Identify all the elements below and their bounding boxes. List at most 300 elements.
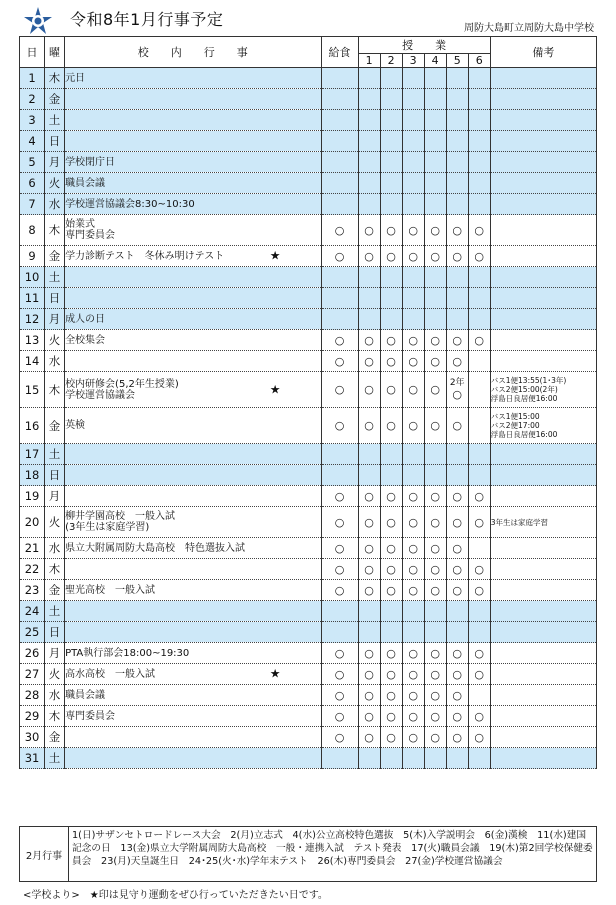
remarks-cell (490, 706, 596, 727)
lunch-mark-icon: ○ (334, 667, 345, 681)
class-mark-icon: ○ (430, 583, 440, 597)
lunch-cell (321, 601, 358, 622)
class-mark-icon: ○ (386, 541, 396, 555)
school-name: 周防大島町立周防大島中学校 (464, 23, 594, 34)
period-cell (468, 89, 490, 110)
class-mark-icon: ○ (386, 562, 396, 576)
period-cell (424, 444, 446, 465)
period-cell (424, 215, 446, 246)
remarks-cell (490, 194, 596, 215)
schedule-row (20, 444, 597, 465)
event-text: 柳井学園高校 一般入試 (65, 511, 176, 522)
event-cell (65, 685, 321, 706)
remark-text: バス1便13:55(1･3年) (490, 376, 567, 385)
class-mark-icon: ○ (452, 562, 462, 576)
schedule-table (19, 36, 597, 769)
period-cell (468, 194, 490, 215)
class-mark-icon: ○ (364, 709, 374, 723)
class-mark-icon: ○ (474, 562, 485, 576)
period-cell (358, 408, 380, 444)
lunch-mark-icon: ○ (334, 541, 345, 555)
class-mark-icon: ○ (452, 388, 462, 401)
period-cell (358, 538, 380, 559)
class-mark-icon: ○ (386, 489, 396, 503)
remarks-cell (490, 685, 596, 706)
lunch-cell (321, 267, 358, 288)
event-cell (65, 330, 321, 351)
period-cell (446, 444, 468, 465)
class-mark-icon: ○ (408, 419, 418, 432)
period-cell (380, 748, 402, 769)
period-cell (468, 507, 490, 538)
remarks-cell (490, 351, 596, 372)
period-cell (402, 246, 424, 267)
period-cell (358, 68, 380, 89)
period-cell (424, 643, 446, 664)
class-mark-icon: ○ (364, 688, 374, 702)
class-mark-icon: ○ (430, 541, 440, 555)
lunch-mark-icon: ○ (334, 709, 345, 723)
period-cell (446, 538, 468, 559)
class-mark-icon: ○ (364, 646, 374, 660)
period-cell (358, 152, 380, 173)
period-cell (468, 559, 490, 580)
lunch-cell (321, 89, 358, 110)
lunch-mark-icon: ○ (334, 249, 345, 263)
period-cell (446, 351, 468, 372)
class-mark-icon: ○ (408, 709, 418, 723)
lunch-cell (321, 351, 358, 372)
period-cell (358, 110, 380, 131)
schedule-row (20, 152, 597, 173)
header-day: 日 (20, 37, 45, 68)
schedule-body (20, 68, 597, 769)
remarks-cell (490, 89, 596, 110)
period-cell (468, 173, 490, 194)
period-cell (424, 288, 446, 309)
period-cell (402, 173, 424, 194)
period-cell (358, 486, 380, 507)
period-cell (468, 706, 490, 727)
period-cell (358, 559, 380, 580)
day-number: 19 (20, 486, 45, 507)
period-cell (358, 685, 380, 706)
schedule-row (20, 89, 597, 110)
lunch-cell (321, 246, 358, 267)
schedule-row (20, 372, 597, 408)
class-mark-icon: ○ (386, 667, 396, 681)
event-cell (65, 408, 321, 444)
period-cell (402, 110, 424, 131)
period-cell (468, 68, 490, 89)
remarks-cell (490, 559, 596, 580)
class-mark-icon: ○ (408, 489, 418, 503)
event-text: 学力診断テスト 冬休み明けテスト (65, 250, 225, 262)
period-cell (358, 288, 380, 309)
class-mark-icon: ○ (430, 515, 440, 529)
period-cell (402, 727, 424, 748)
class-mark-icon: ○ (364, 383, 374, 396)
period-cell (424, 372, 446, 408)
class-mark-icon: ○ (430, 667, 440, 681)
period-cell (446, 748, 468, 769)
lunch-cell (321, 173, 358, 194)
period-cell (358, 309, 380, 330)
day-number: 29 (20, 706, 45, 727)
period-cell (380, 68, 402, 89)
class-mark-icon: ○ (408, 583, 418, 597)
period-cell (446, 643, 468, 664)
remarks-cell (490, 486, 596, 507)
period-cell (468, 215, 490, 246)
event-text: 専門委員会 (65, 230, 116, 241)
day-number: 2 (20, 89, 45, 110)
day-number: 18 (20, 465, 45, 486)
day-number: 27 (20, 664, 45, 685)
period-cell (446, 706, 468, 727)
period-cell (402, 706, 424, 727)
event-text: 職員会議 (65, 177, 106, 189)
period-cell (380, 601, 402, 622)
day-of-week: 水 (45, 538, 65, 559)
day-of-week: 木 (45, 559, 65, 580)
schedule-row (20, 330, 597, 351)
day-of-week: 火 (45, 507, 65, 538)
period-cell (358, 351, 380, 372)
period-cell (380, 465, 402, 486)
header-classes: 授 業 (358, 37, 490, 54)
lunch-cell (321, 309, 358, 330)
period-cell (424, 330, 446, 351)
period-cell (446, 727, 468, 748)
event-cell (65, 559, 321, 580)
event-text: 職員会議 (65, 689, 106, 701)
remarks-cell (490, 727, 596, 748)
remarks-cell (490, 643, 596, 664)
event-cell (65, 194, 321, 215)
event-cell (65, 131, 321, 152)
event-text: PTA執行部会18:00~19:30 (65, 647, 190, 659)
period-cell (446, 507, 468, 538)
period-cell (446, 372, 468, 408)
lunch-cell (321, 622, 358, 643)
day-of-week: 金 (45, 580, 65, 601)
day-number: 24 (20, 601, 45, 622)
day-number: 11 (20, 288, 45, 309)
class-mark-icon: ○ (408, 249, 418, 263)
schedule-row (20, 706, 597, 727)
lunch-mark-icon: ○ (334, 223, 345, 237)
class-mark-icon: ○ (474, 730, 485, 744)
class-mark-icon: ○ (386, 730, 396, 744)
period-cell (358, 131, 380, 152)
class-mark-icon: ○ (474, 249, 485, 263)
header-period: 1 (358, 54, 380, 68)
day-of-week: 日 (45, 131, 65, 152)
period-cell (446, 68, 468, 89)
event-cell (65, 351, 321, 372)
class-mark-icon: ○ (408, 333, 418, 347)
class-mark-icon: ○ (364, 489, 374, 503)
event-cell (65, 643, 321, 664)
period-cell (468, 580, 490, 601)
lunch-cell (321, 372, 358, 408)
event-cell (65, 622, 321, 643)
schedule-row (20, 246, 597, 267)
schedule-row (20, 173, 597, 194)
lunch-mark-icon: ○ (334, 583, 345, 597)
period-cell (424, 89, 446, 110)
day-number: 28 (20, 685, 45, 706)
class-mark-icon: ○ (430, 489, 440, 503)
lunch-cell (321, 748, 358, 769)
header-period: 2 (380, 54, 402, 68)
event-cell (65, 89, 321, 110)
schedule-row (20, 309, 597, 330)
schedule-row (20, 601, 597, 622)
day-of-week: 金 (45, 408, 65, 444)
period-cell (380, 372, 402, 408)
header-period: 4 (424, 54, 446, 68)
period-cell (380, 444, 402, 465)
period-cell (380, 727, 402, 748)
schedule-row (20, 408, 597, 444)
event-text: 元日 (65, 72, 86, 84)
class-mark-icon: ○ (408, 562, 418, 576)
class-mark-icon: ○ (364, 354, 374, 368)
event-cell (65, 465, 321, 486)
period-cell (380, 664, 402, 685)
period-cell (424, 580, 446, 601)
period-cell (424, 246, 446, 267)
lunch-cell (321, 444, 358, 465)
period-cell (424, 408, 446, 444)
class-mark-icon: ○ (408, 223, 418, 237)
class-mark-icon: ○ (364, 515, 374, 529)
class-mark-icon: ○ (386, 223, 396, 237)
class-mark-icon: ○ (364, 223, 374, 237)
lunch-cell (321, 330, 358, 351)
class-mark-icon: ○ (364, 730, 374, 744)
day-number: 4 (20, 131, 45, 152)
class-mark-icon: ○ (430, 709, 440, 723)
day-number: 12 (20, 309, 45, 330)
remarks-cell (490, 309, 596, 330)
schedule-row (20, 643, 597, 664)
event-text: 校内研修会(5,2年生授業) (65, 378, 179, 390)
lunch-cell (321, 559, 358, 580)
day-number: 17 (20, 444, 45, 465)
lunch-mark-icon: ○ (334, 419, 345, 432)
day-number: 26 (20, 643, 45, 664)
day-of-week: 日 (45, 465, 65, 486)
day-number: 7 (20, 194, 45, 215)
period-cell (424, 486, 446, 507)
period-cell (468, 444, 490, 465)
day-of-week: 木 (45, 706, 65, 727)
period-cell (380, 559, 402, 580)
class-mark-icon: ○ (386, 249, 396, 263)
period-cell (380, 173, 402, 194)
remarks-cell (490, 288, 596, 309)
day-of-week: 土 (45, 748, 65, 769)
period-cell (380, 288, 402, 309)
class-mark-icon: ○ (408, 646, 418, 660)
lunch-cell (321, 507, 358, 538)
period-cell (446, 309, 468, 330)
remarks-cell (490, 330, 596, 351)
event-cell (65, 444, 321, 465)
schedule-row (20, 664, 597, 685)
remark-text: 浮島日良居便16:00 (490, 394, 558, 403)
event-cell (65, 68, 321, 89)
lunch-cell (321, 408, 358, 444)
class-mark-icon: ○ (452, 541, 462, 555)
event-cell (65, 507, 321, 538)
period-cell (402, 288, 424, 309)
schedule-row (20, 194, 597, 215)
period-cell (402, 372, 424, 408)
event-text: 聖光高校 一般入試 (65, 584, 156, 596)
period-cell (424, 685, 446, 706)
period-cell (358, 706, 380, 727)
period-cell (402, 351, 424, 372)
class-mark-icon: ○ (386, 354, 396, 368)
period-cell (446, 465, 468, 486)
remarks-cell (490, 68, 596, 89)
event-text: 学校閉庁日 (65, 156, 116, 168)
class-mark-icon: ○ (430, 646, 440, 660)
period-cell (380, 507, 402, 538)
period-cell (468, 152, 490, 173)
period-cell (446, 685, 468, 706)
period-cell (358, 194, 380, 215)
day-number: 9 (20, 246, 45, 267)
lunch-cell (321, 538, 358, 559)
period-cell (402, 601, 424, 622)
event-cell (65, 748, 321, 769)
event-cell (65, 372, 321, 408)
class-mark-icon: ○ (474, 646, 485, 660)
period-cell (380, 267, 402, 288)
remarks-cell (490, 372, 596, 408)
header-period: 6 (468, 54, 490, 68)
class-mark-icon: ○ (430, 562, 440, 576)
period-cell (380, 685, 402, 706)
event-text: 学校運営協議会8:30~10:30 (65, 198, 195, 210)
period-cell (358, 465, 380, 486)
schedule-row (20, 580, 597, 601)
period-cell (468, 748, 490, 769)
period-cell (358, 601, 380, 622)
lunch-mark-icon: ○ (334, 562, 345, 576)
event-cell (65, 664, 321, 685)
remarks-cell (490, 622, 596, 643)
class-mark-icon: ○ (386, 419, 396, 432)
event-text: 成人の日 (65, 313, 106, 325)
lunch-mark-icon: ○ (334, 333, 345, 347)
period-cell (424, 351, 446, 372)
day-of-week: 金 (45, 727, 65, 748)
period-cell (424, 748, 446, 769)
period-cell (446, 408, 468, 444)
period-cell (402, 507, 424, 538)
class-mark-icon: ○ (430, 419, 440, 432)
period-cell (402, 622, 424, 643)
period-cell (380, 194, 402, 215)
period-cell (424, 267, 446, 288)
period-cell (358, 89, 380, 110)
period-cell (468, 465, 490, 486)
event-cell (65, 288, 321, 309)
event-cell (65, 486, 321, 507)
class-mark-icon: ○ (474, 223, 485, 237)
class-note: 2年 (449, 378, 465, 388)
period-cell (380, 131, 402, 152)
remarks-cell (490, 748, 596, 769)
period-cell (468, 246, 490, 267)
period-cell (468, 372, 490, 408)
lunch-cell (321, 727, 358, 748)
period-cell (358, 664, 380, 685)
period-cell (358, 444, 380, 465)
period-cell (468, 131, 490, 152)
class-mark-icon: ○ (452, 489, 462, 503)
day-of-week: 木 (45, 372, 65, 408)
period-cell (402, 465, 424, 486)
lunch-cell (321, 152, 358, 173)
day-of-week: 月 (45, 643, 65, 664)
day-number: 8 (20, 215, 45, 246)
period-cell (468, 486, 490, 507)
period-cell (358, 580, 380, 601)
event-cell (65, 267, 321, 288)
class-mark-icon: ○ (430, 333, 440, 347)
day-of-week: 土 (45, 110, 65, 131)
period-cell (446, 194, 468, 215)
class-mark-icon: ○ (408, 667, 418, 681)
period-cell (468, 664, 490, 685)
remarks-cell (490, 601, 596, 622)
day-of-week: 土 (45, 601, 65, 622)
period-cell (402, 664, 424, 685)
class-mark-icon: ○ (364, 333, 374, 347)
day-of-week: 火 (45, 173, 65, 194)
event-cell (65, 110, 321, 131)
period-cell (402, 215, 424, 246)
day-of-week: 金 (45, 89, 65, 110)
remarks-cell (490, 110, 596, 131)
period-cell (380, 351, 402, 372)
lunch-cell (321, 580, 358, 601)
class-mark-icon: ○ (452, 419, 462, 432)
class-mark-icon: ○ (408, 354, 418, 368)
day-of-week: 水 (45, 194, 65, 215)
schedule-row (20, 215, 597, 246)
period-cell (424, 465, 446, 486)
period-cell (358, 622, 380, 643)
lunch-cell (321, 486, 358, 507)
class-mark-icon: ○ (386, 333, 396, 347)
event-cell (65, 309, 321, 330)
event-text: 全校集会 (65, 334, 106, 346)
class-mark-icon: ○ (364, 419, 374, 432)
period-cell (402, 89, 424, 110)
event-cell (65, 152, 321, 173)
schedule-row (20, 727, 597, 748)
day-number: 20 (20, 507, 45, 538)
remarks-cell (490, 152, 596, 173)
